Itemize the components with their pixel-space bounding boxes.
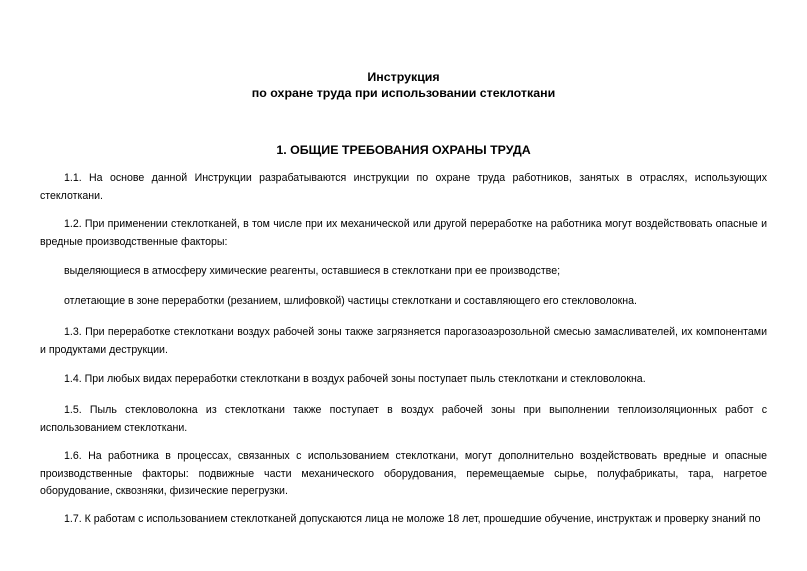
paragraph-1-5: 1.5. Пыль стекловолокна из стеклоткани также поступает в воздух рабочей зоны при выполнении теплоизоляционных работ с использованием стеклоткани. <box>40 404 767 434</box>
paragraph-1-4: 1.4. При любых видах переработки стеклоткани в воздух рабочей зоны поступает пыль стеклоткани и стекловолокна. <box>64 373 646 385</box>
paragraph-list-item-2: отлетающие в зоне переработки (резанием, шлифовкой) частицы стеклоткани и составляющего его стекловолокна. <box>64 295 637 307</box>
paragraph-1-6: 1.6. На работника в процессах, связанных с использованием стеклоткани, могут дополнительно воздействовать вредные и опасные производственные факторы: подвижные части механического оборудования, перемещаемые сырье, полуфабрикаты, тара, нагретое оборудование, сквозняки, физические перегрузки. <box>40 450 767 497</box>
paragraph-1-3: 1.3. При переработке стеклоткани воздух рабочей зоны также загрязняется парогазоаэрозольной смесью замасливателей, их компонентами и продуктами деструкции. <box>40 326 767 356</box>
document-subtitle: по охране труда при использовании стеклоткани <box>251 86 556 100</box>
paragraph-1-2: 1.2. При применении стеклотканей, в том числе при их механической или другой переработке на работника могут воздействовать опасные и вредные производственные факторы: <box>40 218 767 248</box>
section-heading: 1. ОБЩИЕ ТРЕБОВАНИЯ ОХРАНЫ ТРУДА <box>276 143 531 157</box>
paragraph-1-7: 1.7. К работам с использованием стеклотканей допускаются лица не моложе 18 лет, прошедшие обучение, инструктаж и проверку знаний по <box>64 513 761 525</box>
paragraph-list-item-1: выделяющиеся в атмосферу химические реагенты, оставшиеся в стеклоткани при ее производстве; <box>64 265 561 277</box>
document-title: Инструкция <box>367 70 440 84</box>
paragraph-1-1: 1.1. На основе данной Инструкции разрабатываются инструкции по охране труда работников, занятых в отраслях, использующих стеклоткани. <box>40 172 767 202</box>
